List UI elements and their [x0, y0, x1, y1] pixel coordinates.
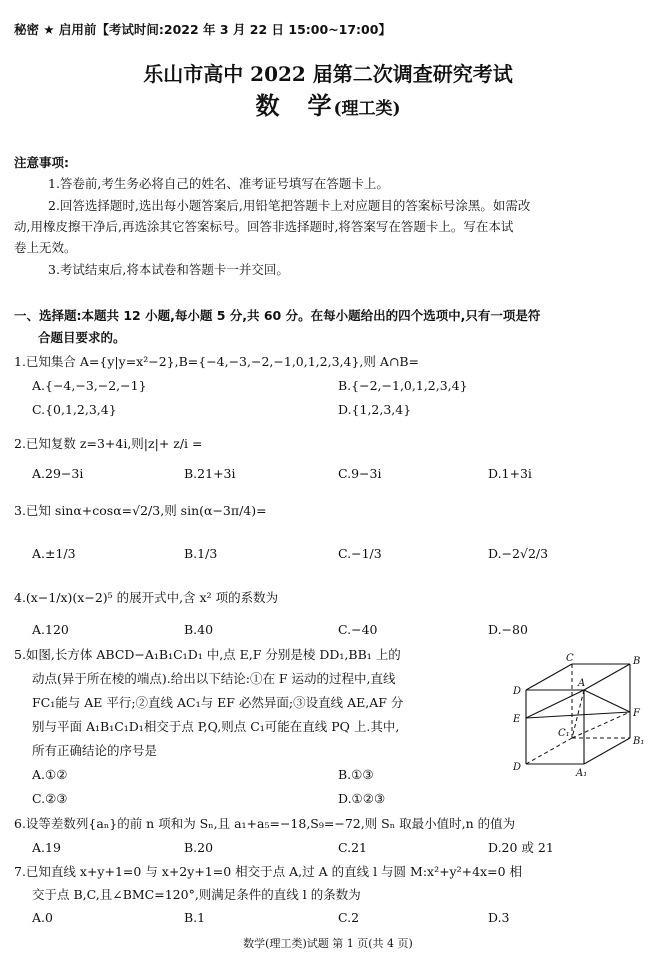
page-footer: 数学(理工类)试题 第 1 页(共 4 页): [243, 937, 413, 950]
subject-name: 数 学: [255, 91, 334, 120]
notice-item-1: 1.答卷前,考生务必将自己的姓名、准考证号填写在答题卡上。: [48, 176, 389, 191]
segment-c1f-hidden: [572, 712, 630, 738]
question-2-stem: 2.已知复数 z=3+4i,则|z|+ z/i =: [14, 436, 203, 451]
section-heading: 一、选择题:本题共 12 小题,每小题 5 分,共 60 分。在每小题给出的四个选项中,只有一项是符: [14, 308, 541, 323]
question-3-option-b: B.1/3: [184, 546, 218, 561]
segment-ac1-hidden: [572, 690, 584, 738]
question-7-option-d: D.3: [488, 910, 510, 925]
question-5-stem-line-1: 5.如图,长方体 ABCD−A₁B₁C₁D₁ 中,点 E,F 分别是棱 DD₁,BB₁ 上的: [14, 647, 401, 662]
question-7-option-c: C.2: [338, 910, 360, 925]
question-2-option-b: B.21+3i: [184, 466, 236, 481]
question-1-option-d: D.{1,2,3,4}: [338, 402, 412, 417]
question-6-option-c: C.21: [338, 840, 367, 855]
section-heading-cont: 合题目要求的。: [38, 330, 126, 345]
subject-title: [0, 92, 656, 121]
label-f: F: [633, 708, 640, 719]
question-1-stem: 1.已知集合 A={y|y=x²−2},B={−4,−3,−2,−1,0,1,2,3,4},则 A∩B=: [14, 354, 420, 369]
question-1-option-a: A.{−4,−3,−2,−1}: [32, 378, 147, 393]
question-5-option-a: A.①②: [32, 767, 68, 782]
question-6-stem: 6.设等差数列{aₙ}的前 n 项和为 Sₙ,且 a₁+a₅=−18,S₉=−72,则 Sₙ 取最小值时,n 的值为: [14, 816, 516, 831]
question-4-option-b: B.40: [184, 622, 214, 637]
question-2-option-d: D.1+3i: [488, 466, 532, 481]
label-d: D: [513, 686, 522, 697]
notice-item-3: 3.考试结束后,将本试卷和答题卡一并交回。: [48, 262, 289, 277]
question-3-option-c: C.−1/3: [338, 546, 382, 561]
question-2-option-a: A.29−3i: [32, 466, 84, 481]
label-b: B: [633, 656, 641, 667]
edge-top-right: [584, 664, 630, 690]
label-e: E: [513, 714, 521, 725]
edge-top-left: [526, 664, 572, 690]
question-3-option-d: D.−2√2/3: [488, 546, 549, 561]
label-a1: A₁: [576, 768, 588, 779]
notice-item-2: 2.回答选择题时,选出每小题答案后,用铅笔把答题卡上对应题目的答案标号涂黑。如需改: [48, 198, 531, 213]
edge-bottom-left-hidden: [526, 738, 572, 764]
cuboid-figure: [508, 652, 648, 782]
question-4-option-d: D.−80: [488, 622, 528, 637]
question-6-option-b: B.20: [184, 840, 214, 855]
label-c1: C₁: [558, 728, 570, 739]
question-7-option-a: A.0: [32, 910, 53, 925]
question-5-option-b: B.①③: [338, 767, 374, 782]
edge-bottom-right: [584, 738, 630, 764]
question-7-stem-line-1: 7.已知直线 x+y+1=0 与 x+2y+1=0 相交于点 A,过 A 的直线 l 与圆 M:x²+y²+4x=0 相: [14, 864, 523, 879]
segment-ea: [526, 690, 584, 718]
question-1-option-b: B.{−2,−1,0,1,2,3,4}: [338, 378, 468, 393]
question-1-option-c: C.{0,1,2,3,4}: [32, 402, 117, 417]
question-2-option-c: C.9−3i: [338, 466, 382, 481]
notice-item-2-cont: 动,用橡皮擦干净后,再选涂其它答案标号。回答非选择题时,将答案写在答题卡上。写在本试: [14, 219, 514, 234]
label-d1: D: [513, 762, 522, 773]
notice-heading: 注意事项:: [14, 155, 69, 170]
question-6-option-d: D.20 或 21: [488, 840, 554, 855]
label-b1: B₁: [633, 736, 645, 747]
question-5-option-d: D.①②③: [338, 791, 386, 806]
question-5-stem-line-5: 所有正确结论的序号是: [32, 743, 158, 758]
question-7-stem-line-2: 交于点 B,C,且∠BMC=120°,则满足条件的直线 l 的条数为: [32, 887, 361, 902]
question-5-option-c: C.②③: [32, 791, 68, 806]
label-a: A: [578, 678, 586, 689]
subject-note: (理工类): [333, 99, 401, 119]
notice-item-2-end: 卷上无效。: [14, 240, 77, 255]
question-4-option-a: A.120: [32, 622, 69, 637]
question-3-option-a: A.±1/3: [32, 546, 76, 561]
secret-line: 秘密 ★ 启用前【考试时间:2022 年 3 月 22 日 15:00~17:00】: [14, 22, 391, 37]
question-6-option-a: A.19: [32, 840, 61, 855]
segment-af: [584, 690, 630, 712]
question-7-option-b: B.1: [184, 910, 206, 925]
label-c: C: [566, 653, 574, 664]
question-5-stem-line-2: 动点(异于所在棱的端点).给出以下结论:①在 F 运动的过程中,直线: [32, 671, 396, 686]
question-4-stem: 4.(x−1/x)(x−2)⁵ 的展开式中,含 x² 项的系数为: [14, 590, 279, 605]
page-title: 乐山市高中 2022 届第二次调查研究考试: [143, 62, 513, 86]
question-3-stem: 3.已知 sinα+cosα=√2/3,则 sin(α−3π/4)=: [14, 503, 267, 518]
question-5-stem-line-3: FC₁能与 AE 平行;②直线 AC₁与 EF 必然异面;③设直线 AE,AF 分: [32, 695, 404, 710]
question-5-stem-line-4: 别与平面 A₁B₁C₁D₁相交于点 P,Q,则点 C₁可能在直线 PQ 上.其中,: [32, 719, 400, 734]
question-4-option-c: C.−40: [338, 622, 378, 637]
